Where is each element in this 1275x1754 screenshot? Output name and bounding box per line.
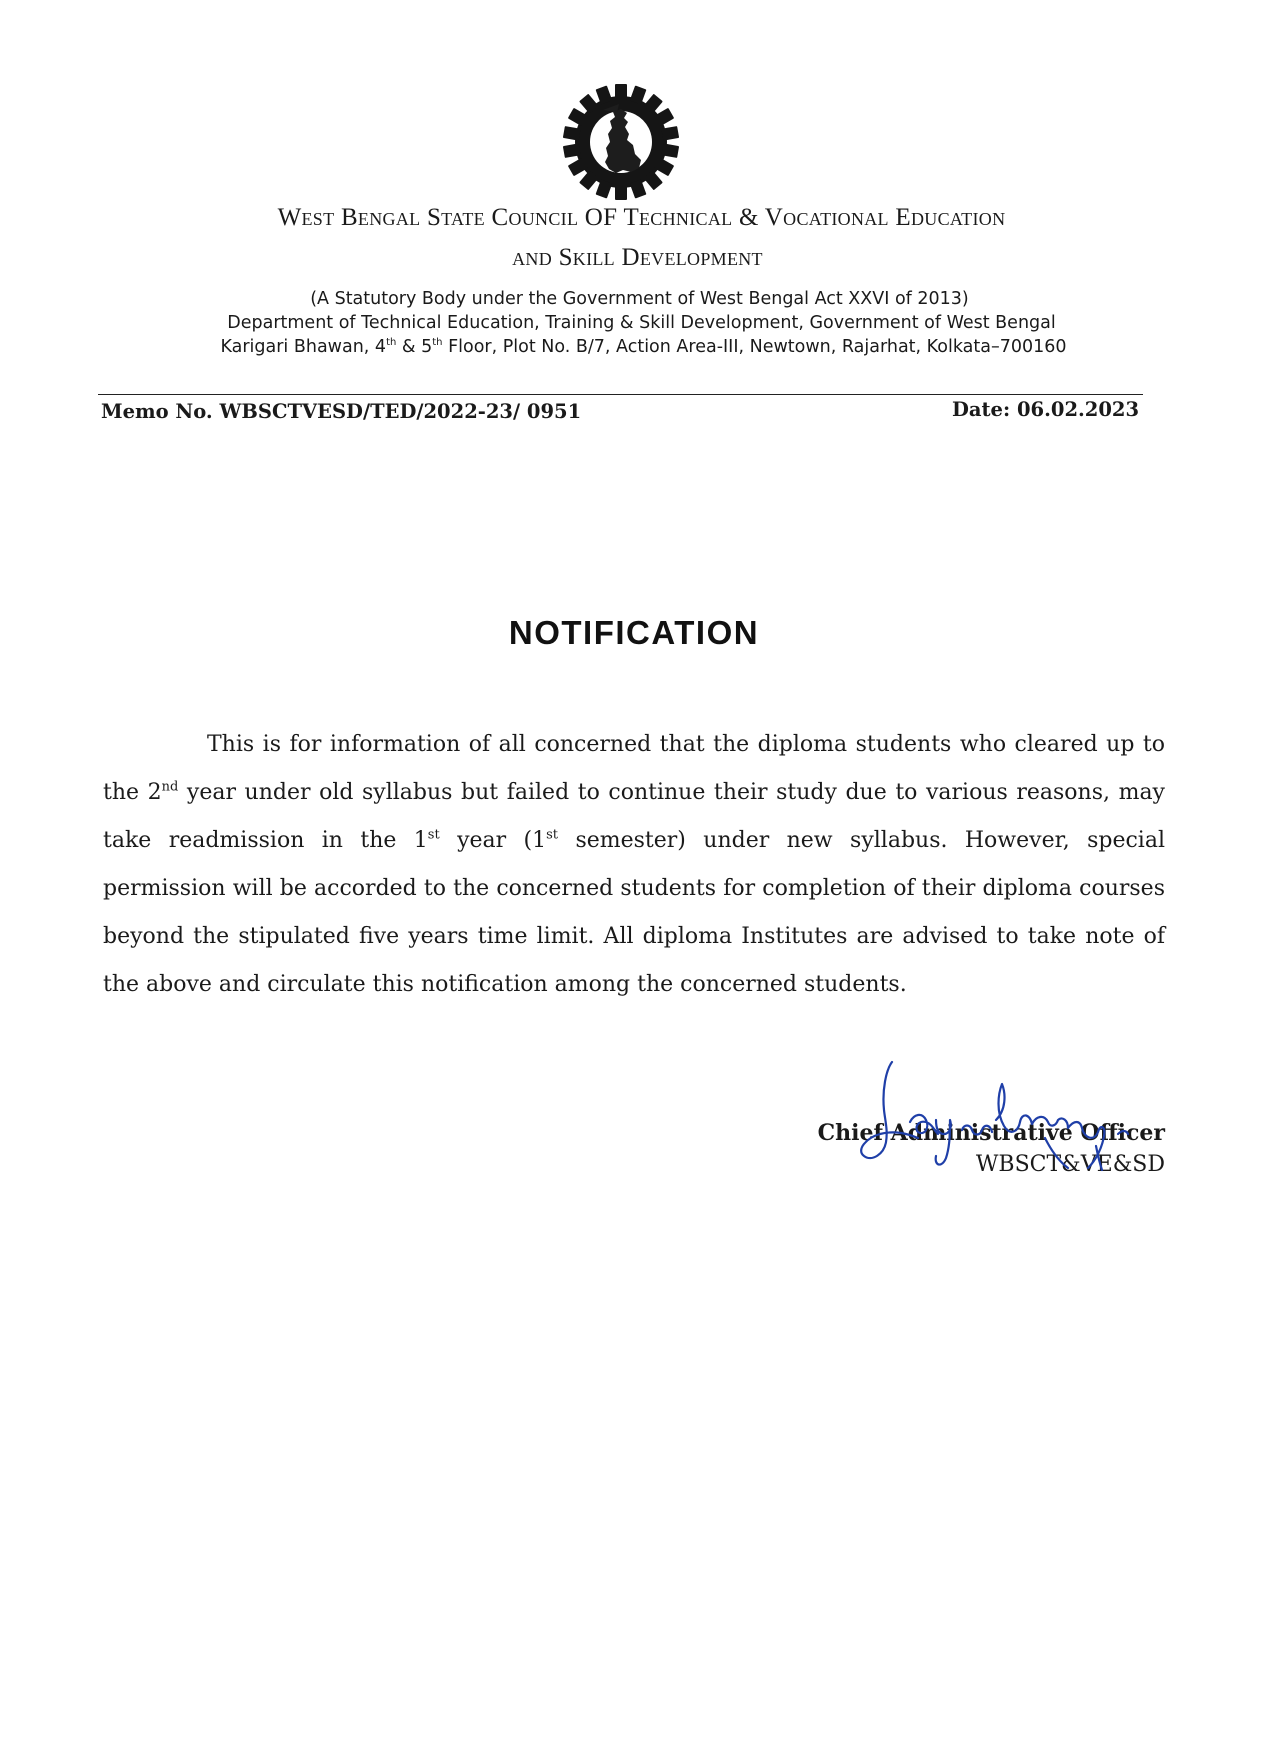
statutory-note: (A Statutory Body under the Government of West Bengal Act XXVI of 2013) xyxy=(310,289,969,309)
signatory-organisation: WBSCT&VE&SD xyxy=(975,1152,1165,1177)
notification-body: This is for information of all concerned that the diploma students who cleared up to the 2nd year under old syllabus but failed to continue their study due to various reasons, may take readmission in the 1st year (1st semester) under new syllabus. However, special permission will be accorded to the concerned students for completion of their diploma courses beyond the stipulated five years time limit. All diploma Institutes are advised to take note of the above and circulate this notification among the concerned students. xyxy=(103,732,1165,997)
department-line: Department of Technical Education, Training & Skill Development, Government of West Bengal xyxy=(227,313,1056,333)
council-name-line-1: West Bengal State Council OF Technical & Vocational Education xyxy=(277,204,1006,231)
handwritten-signature-icon xyxy=(800,1050,1180,1200)
address-line: Karigari Bhawan, 4th & 5th Floor, Plot No. B/7, Action Area-III, Newtown, Rajarhat, Kolkata–700160 xyxy=(220,337,1067,357)
notification-heading: NOTIFICATION xyxy=(508,614,760,651)
council-emblem-icon xyxy=(561,82,681,202)
letterhead-divider xyxy=(98,394,1143,395)
council-name-line-2: and Skill Development xyxy=(512,244,763,271)
memo-number: Memo No. WBSCTVESD/TED/2022-23/ 0951 xyxy=(101,400,582,423)
memo-date: Date: 06.02.2023 xyxy=(952,398,1140,421)
signatory-title: Chief Administrative Officer xyxy=(817,1120,1165,1146)
